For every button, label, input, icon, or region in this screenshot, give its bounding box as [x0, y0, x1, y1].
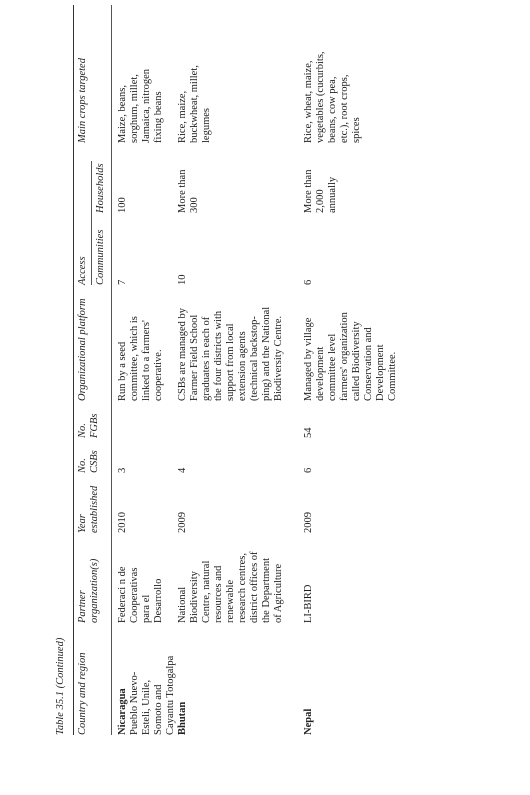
header-access: Access — [77, 256, 88, 285]
header-platform: Organizational platform — [77, 298, 88, 401]
row-platform: Run by a seed committee, which is linked to a farmers' cooperative. — [117, 316, 164, 401]
header-country: Country and region — [77, 652, 88, 735]
row-csbs: 6 — [303, 467, 314, 473]
row-households: 100 — [117, 197, 128, 213]
row-partner: Federaci n de Cooperativas para el Desarrollo — [117, 566, 164, 623]
access-underline — [91, 161, 92, 285]
row-year: 2009 — [303, 512, 314, 533]
row-country: Nepal — [303, 708, 314, 735]
row-communities: 10 — [177, 274, 188, 285]
header-communities: Communities — [95, 229, 106, 285]
table-caption: Table 35.1 (Continued) — [55, 637, 66, 735]
row-platform: CSBs are managed by Farmer Field School graduates in each of the four districts with support from local extension agents (technical backstop- ping) and the National Biodiversity Centre. — [177, 306, 284, 401]
header-bottom-rule — [111, 5, 112, 735]
row-crops: Rice, wheat, maize, vegetables (cucurbits, beans, cow pea, etc.), root crops, spices — [303, 51, 362, 143]
row-communities: 7 — [117, 279, 128, 285]
row-csbs: 4 — [177, 467, 188, 473]
row-partner: National Biodiversity Centre, natural resources and renewable research centres, district offices of the Department of Agriculture — [177, 551, 284, 623]
header-partner: Partner organization(s) — [77, 558, 100, 623]
row-region: Pueblo Nuevo- Esteli, Unile, Somoto and Cayantu Totogalpa — [129, 655, 176, 735]
row-households: More than 2,000 annually — [303, 169, 338, 213]
header-csbs: No. CSBs — [77, 450, 100, 473]
row-fgbs: 54 — [303, 427, 314, 438]
row-communities: 6 — [303, 279, 314, 285]
row-platform: Managed by village development committee level farmers' organization called Biodiversity Conservation and Development Committee. — [303, 312, 398, 401]
header-households: Households — [95, 163, 106, 213]
rotated-table-page — [55, 5, 515, 735]
header-fgbs: No. FGBs — [77, 413, 100, 438]
row-country: Nicaragua — [117, 688, 128, 735]
row-country: Bhutan — [177, 701, 188, 735]
row-crops: Maize, beans, sorghum, millet, Jamaica, nitrogen fixing beans — [117, 68, 164, 143]
row-crops: Rice, maize, buckwheat, millet, legumes — [177, 65, 212, 143]
header-crops: Main crops targeted — [77, 58, 88, 143]
row-csbs: 3 — [117, 467, 128, 473]
row-year: 2009 — [177, 512, 188, 533]
header-year: Year established — [77, 485, 100, 533]
row-year: 2010 — [117, 512, 128, 533]
table-top-rule — [73, 5, 74, 735]
row-partner: LI-BIRD — [303, 584, 314, 623]
row-households: More than 300 — [177, 169, 200, 213]
